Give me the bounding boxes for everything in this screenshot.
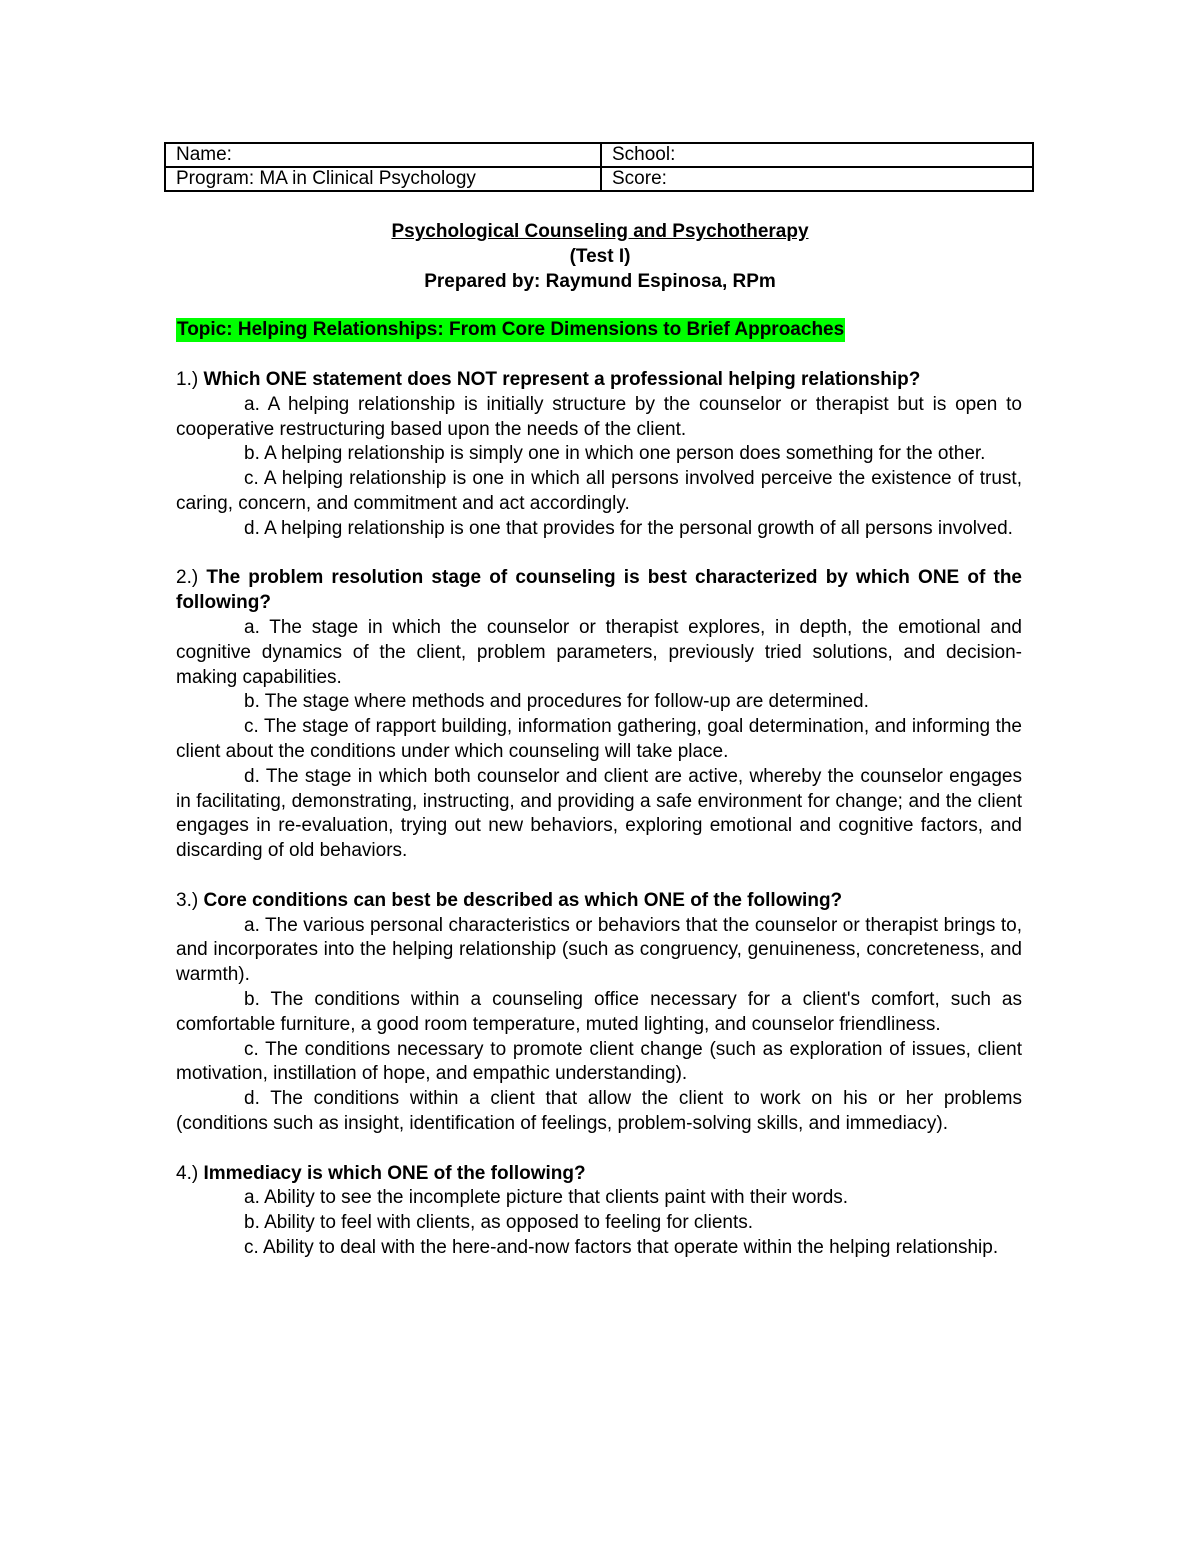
question-text: Which ONE statement does NOT represent a professional helping relationship? xyxy=(203,369,921,390)
answer-option: b. The stage where methods and procedures for follow-up are determined. xyxy=(244,691,869,713)
answer-option: d. A helping relationship is one that provides for the personal growth of all persons involved. xyxy=(244,517,1013,539)
program-field: Program: MA in Clinical Psychology xyxy=(165,167,601,191)
test-label: (Test I) xyxy=(569,246,631,267)
answer-option: d. The conditions within a client that allow the client to work on his or her problems (conditions such as insight, identification of feelings, problem-solving skills, and immediacy). xyxy=(176,1088,1022,1134)
answer-option: b. The conditions within a counseling office necessary for a client's comfort, such as comfortable furniture, a good room temperature, muted lighting, and counselor friendliness. xyxy=(176,988,1022,1035)
question-number: 3.) xyxy=(176,889,199,911)
question-number: 1.) xyxy=(176,369,199,390)
answer-option: c. The conditions necessary to promote client change (such as exploration of issues, client motivation, instillation of hope, and empathic understanding). xyxy=(176,1038,1022,1085)
topic-heading: Topic: Helping Relationships: From Core Dimensions to Brief Approaches xyxy=(177,319,845,340)
question-item xyxy=(176,1162,1022,1261)
question-stem xyxy=(176,566,1022,616)
answer-option: a. The stage in which the counselor or therapist explores, in depth, the emotional and cognitive dynamics of the client, problem parameters, previously tried solutions, and decision-making capabilities. xyxy=(176,616,1022,688)
question-text: Immediacy is which ONE of the following? xyxy=(203,1162,586,1184)
document-header xyxy=(0,219,1200,294)
answer-option: d. The stage in which both counselor and client are active, whereby the counselor engages in facilitating, demonstrating, instructing, and providing a safe environment for change; and the client engages in re-evaluation, trying out new behaviors, exploring emotional and cognitive factors, and discarding of old behaviors. xyxy=(176,765,1022,862)
question-number: 4.) xyxy=(176,1162,199,1184)
question-number: 2.) xyxy=(176,567,199,589)
answer-option: b. Ability to feel with clients, as opposed to feeling for clients. xyxy=(244,1212,754,1234)
answer-option: a. A helping relationship is initially structure by the counselor or therapist but is open to cooperative restructuring based upon the needs of the client. xyxy=(176,393,1022,440)
document-title: Psychological Counseling and Psychotherapy xyxy=(391,221,809,242)
info-row xyxy=(165,167,1033,191)
info-row xyxy=(165,143,1033,167)
question-stem xyxy=(176,368,1022,393)
score-field: Score: xyxy=(601,167,1033,191)
question-list xyxy=(176,368,1022,1285)
answer-option: b. A helping relationship is simply one in which one person does something for the other. xyxy=(244,443,986,465)
answer-option: a. Ability to see the incomplete picture that clients paint with their words. xyxy=(244,1187,849,1209)
prepared-by: Prepared by: Raymund Espinosa, RPm xyxy=(424,271,776,292)
school-field: School: xyxy=(601,143,1033,167)
student-info-table xyxy=(164,142,1034,192)
answer-option: c. A helping relationship is one in which all persons involved perceive the existence of trust, caring, concern, and commitment and act accordingly. xyxy=(176,468,1022,514)
question-item xyxy=(176,889,1022,1137)
question-stem xyxy=(176,889,1022,914)
question-item xyxy=(176,566,1022,864)
question-text: The problem resolution stage of counseling is best characterized by which ONE of the following? xyxy=(176,567,1022,614)
answer-option: c. Ability to deal with the here-and-now factors that operate within the helping relationship. xyxy=(244,1236,999,1258)
question-item xyxy=(176,368,1022,542)
answer-option: a. The various personal characteristics or behaviors that the counselor or therapist brings to, and incorporates into the helping relationship (such as congruency, genuineness, concreteness, and warmth). xyxy=(176,914,1022,986)
name-field: Name: xyxy=(165,143,601,167)
answer-option: c. The stage of rapport building, information gathering, goal determination, and informing the client about the conditions under which counseling will take place. xyxy=(176,716,1022,762)
question-text: Core conditions can best be described as which ONE of the following? xyxy=(203,889,843,911)
question-stem xyxy=(176,1162,1022,1187)
